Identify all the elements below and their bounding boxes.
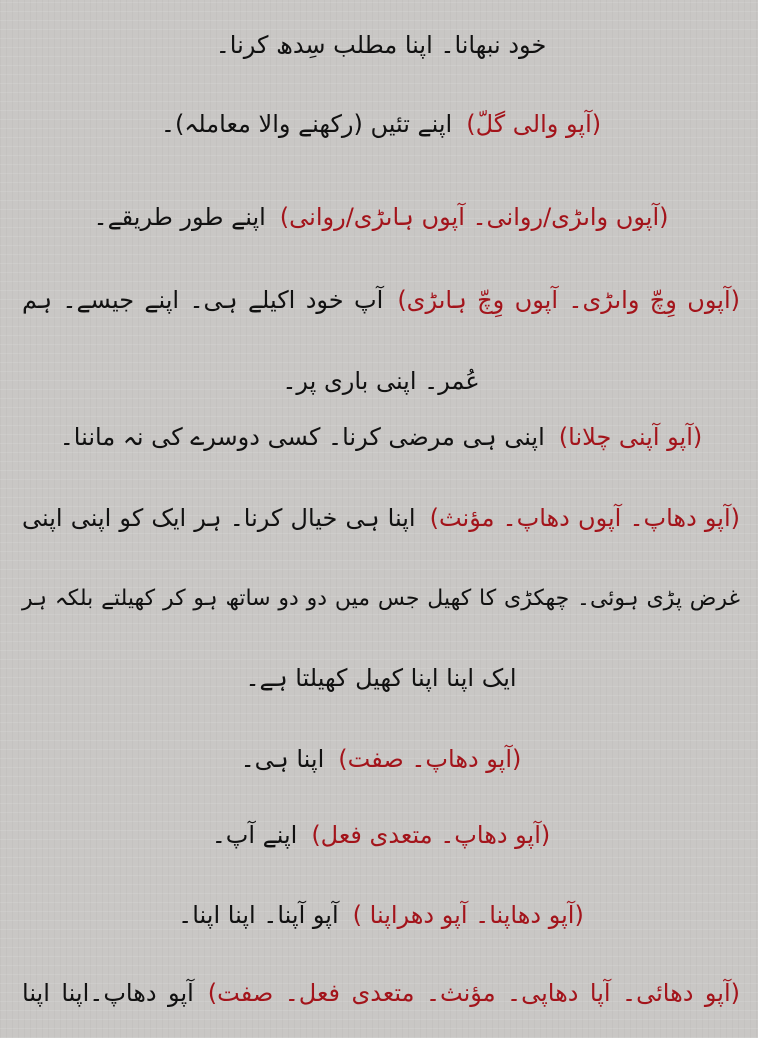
definition-text: اپنے تئیں (رکھنے والا معاملہ)۔ <box>160 110 453 138</box>
dictionary-line <box>22 28 740 62</box>
dictionary-line <box>22 582 740 616</box>
dictionary-entry <box>22 742 740 776</box>
headword: (آپو آپنی چلانا) <box>558 423 703 451</box>
definition-text: آپو آپنا۔ اپنا اپنا۔ <box>178 901 339 929</box>
dictionary-entry <box>22 107 740 141</box>
dictionary-entry <box>22 283 740 317</box>
headword: (آپو دھائی۔ آپا دھاپی۔ مؤنث۔ متعدی فعل۔ صفت) <box>207 979 740 1007</box>
definition-text: اپنی ہی مرضی کرنا۔ کسی دوسرے کی نہ ماننا۔ <box>59 423 545 451</box>
headword: (آپو دھاپنا۔ آپو دھراپنا ) <box>352 901 584 929</box>
dictionary-line <box>22 364 740 398</box>
definition-text: عُمر۔ اپنی باری پر۔ <box>282 367 480 395</box>
definition-text: اپنا ہی۔ <box>240 745 325 773</box>
dictionary-line <box>22 661 740 695</box>
dictionary-entry <box>22 501 740 535</box>
dictionary-entry <box>22 976 740 1010</box>
headword: (آپو دھاپ۔ آپوں دھاپ۔ مؤنث) <box>429 504 740 532</box>
definition-text: آپ خود اکیلے ہی۔ اپنے جیسے۔ ہم <box>22 286 384 314</box>
definition-text: خود نبھانا۔ اپنا مطلب سِدھ کرنا۔ <box>215 31 547 59</box>
dictionary-entry <box>22 420 740 454</box>
definition-text: اپنے طور طریقے۔ <box>93 203 266 231</box>
dictionary-entry <box>22 818 740 852</box>
headword: (آپو والی گلّ) <box>466 110 602 138</box>
dictionary-entry <box>22 200 740 234</box>
headword: (آپوں واںڑی/روانی۔ آپوں ہاںڑی/روانی) <box>279 203 669 231</box>
headword: (آپو دھاپ۔ متعدی فعل) <box>311 821 551 849</box>
headword: (آپوں وِچّ واںڑی۔ آپوں وِچّ ہاںڑی) <box>397 286 741 314</box>
definition-text: ایک اپنا اپنا کھیل کھیلتا ہے۔ <box>245 664 517 692</box>
dictionary-entry <box>22 898 740 932</box>
definition-text: غرض پڑی ہوئی۔ چھکڑی کا کھیل جس میں دو دو ساتھ ہو کر کھیلتے بلکہ ہر <box>22 586 740 611</box>
definition-text: آپو دھاپ۔اپنا اپنا <box>22 979 194 1007</box>
definition-text: اپنے آپ۔ <box>211 821 298 849</box>
headword: (آپو دھاپ۔ صفت) <box>338 745 522 773</box>
definition-text: اپنا ہی خیال کرنا۔ ہر ایک کو اپنی اپنی <box>22 504 416 532</box>
